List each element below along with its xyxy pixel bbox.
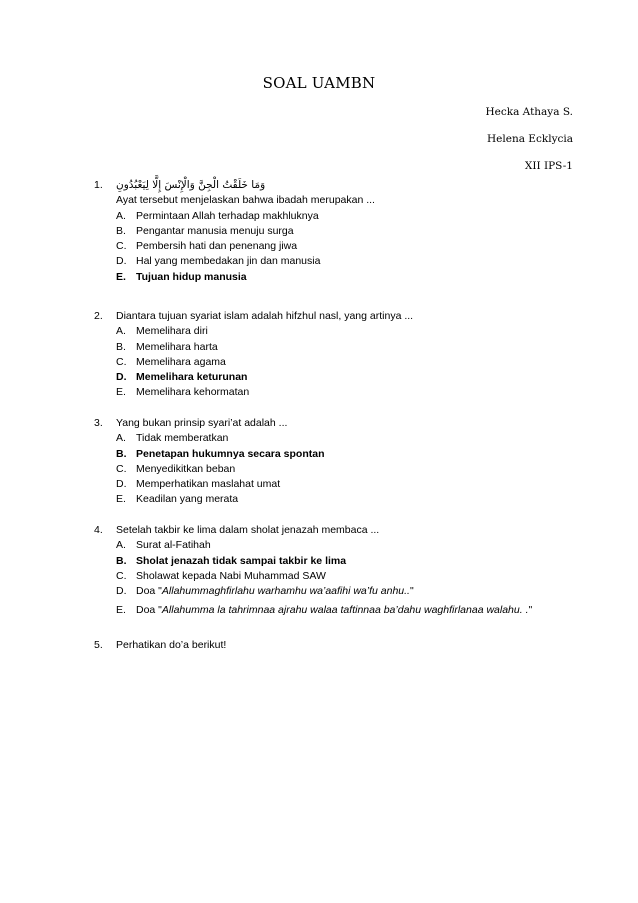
question-text: Ayat tersebut menjelaskan bahwa ibadah merupakan ...	[116, 194, 375, 207]
option-b	[116, 340, 586, 355]
option-e	[116, 492, 586, 507]
option-letter: D.	[116, 255, 127, 268]
option-text: Sholawat kepada Nabi Muhammad SAW	[136, 569, 326, 582]
option-b	[116, 224, 586, 239]
option-letter: C.	[116, 569, 127, 582]
option-text: Pengantar manusia menuju surga	[136, 224, 294, 237]
option-letter: A.	[116, 539, 126, 552]
option-text: Permintaan Allah terhadap makhluknya	[136, 209, 319, 222]
option-letter: C.	[116, 240, 127, 253]
question-number: 5.	[94, 639, 103, 651]
doa-suffix: "	[528, 604, 533, 617]
option-letter: A.	[116, 209, 126, 222]
option-letter: D.	[116, 478, 127, 491]
option-text: Pembersih hati dan penenang jiwa	[136, 240, 298, 253]
option-letter: A.	[116, 432, 126, 445]
option-d	[116, 584, 586, 599]
option-d	[116, 477, 586, 492]
option-text: Keadilan yang merata	[136, 493, 239, 506]
option-letter: E.	[116, 604, 126, 617]
option-text: Menyedikitkan beban	[136, 462, 236, 475]
doa-italic: Allahummaghfirlahu warhamhu wa’aafihi wa’fu anhu..	[161, 585, 410, 598]
option-text: Penetapan hukumnya secara spontan	[136, 447, 325, 460]
option-a	[116, 431, 586, 446]
option-c	[116, 569, 586, 584]
option-text: Memelihara keturunan	[136, 371, 248, 384]
option-text: Memelihara harta	[136, 340, 218, 353]
doa-prefix: Doa "	[136, 585, 162, 598]
option-text: Memelihara agama	[136, 355, 226, 368]
doa-italic: Allahumma la tahrimnaa ajrahu walaa taftinnaa ba’dahu waghfirlanaa walahu. .	[161, 604, 529, 617]
option-letter: B.	[116, 554, 127, 567]
option-text: Tujuan hidup manusia	[136, 270, 247, 283]
question-number: 1.	[94, 179, 103, 191]
option-text	[136, 584, 414, 599]
option-c	[116, 462, 586, 477]
question-text: Setelah takbir ke lima dalam sholat jenazah membaca ...	[116, 524, 380, 536]
option-letter: C.	[116, 462, 127, 475]
option-c	[116, 239, 586, 254]
option-text: Hal yang membedakan jin dan manusia	[136, 255, 321, 268]
option-b-answer	[116, 554, 586, 569]
page-title: SOAL UAMBN	[262, 74, 376, 92]
option-a	[116, 538, 586, 553]
option-letter: D.	[116, 371, 127, 384]
option-letter: A.	[116, 325, 126, 338]
question-text: Diantara tujuan syariat islam adalah hifzhul nasl, yang artinya ...	[116, 310, 414, 322]
option-b-answer	[116, 447, 586, 462]
doa-suffix: "	[409, 585, 414, 598]
option-letter: B.	[116, 340, 126, 353]
option-e	[116, 603, 586, 618]
class-label: XII IPS-1	[524, 160, 573, 172]
author-name-2: Helena Ecklycia	[487, 133, 573, 145]
option-text: Surat al-Fatihah	[136, 539, 211, 552]
option-d	[116, 254, 586, 269]
option-a	[116, 324, 586, 339]
option-letter: C.	[116, 355, 127, 368]
question-text: Yang bukan prinsip syari’at adalah ...	[116, 417, 288, 429]
option-c	[116, 355, 586, 370]
option-e	[116, 385, 586, 400]
author-name-1: Hecka Athaya S.	[485, 106, 573, 118]
option-letter: B.	[116, 224, 126, 237]
option-letter: D.	[116, 585, 127, 598]
question-text: Perhatikan do’a berikut!	[116, 639, 227, 651]
option-letter: E.	[116, 386, 126, 399]
question-number: 3.	[94, 417, 103, 429]
option-text: Memelihara diri	[136, 325, 208, 338]
doa-prefix: Doa "	[136, 604, 162, 617]
option-text: Tidak memberatkan	[136, 432, 229, 445]
question-number: 2.	[94, 310, 103, 322]
option-a	[116, 209, 586, 224]
option-letter: E.	[116, 270, 126, 283]
option-text: Memperhatikan maslahat umat	[136, 478, 281, 491]
option-d-answer	[116, 370, 586, 385]
arabic-verse: وَمَا خَلَقْتُ الْجِنَّ وَالْإِنْسَ إِلَّا لِيَعْبُدُونِ	[116, 179, 266, 191]
option-letter: E.	[116, 493, 126, 506]
option-text: Memelihara kehormatan	[136, 386, 250, 399]
option-text	[136, 603, 532, 618]
question-number: 4.	[94, 524, 103, 536]
option-e-answer	[116, 270, 586, 285]
option-text: Sholat jenazah tidak sampai takbir ke lima	[136, 554, 347, 567]
option-letter: B.	[116, 447, 127, 460]
